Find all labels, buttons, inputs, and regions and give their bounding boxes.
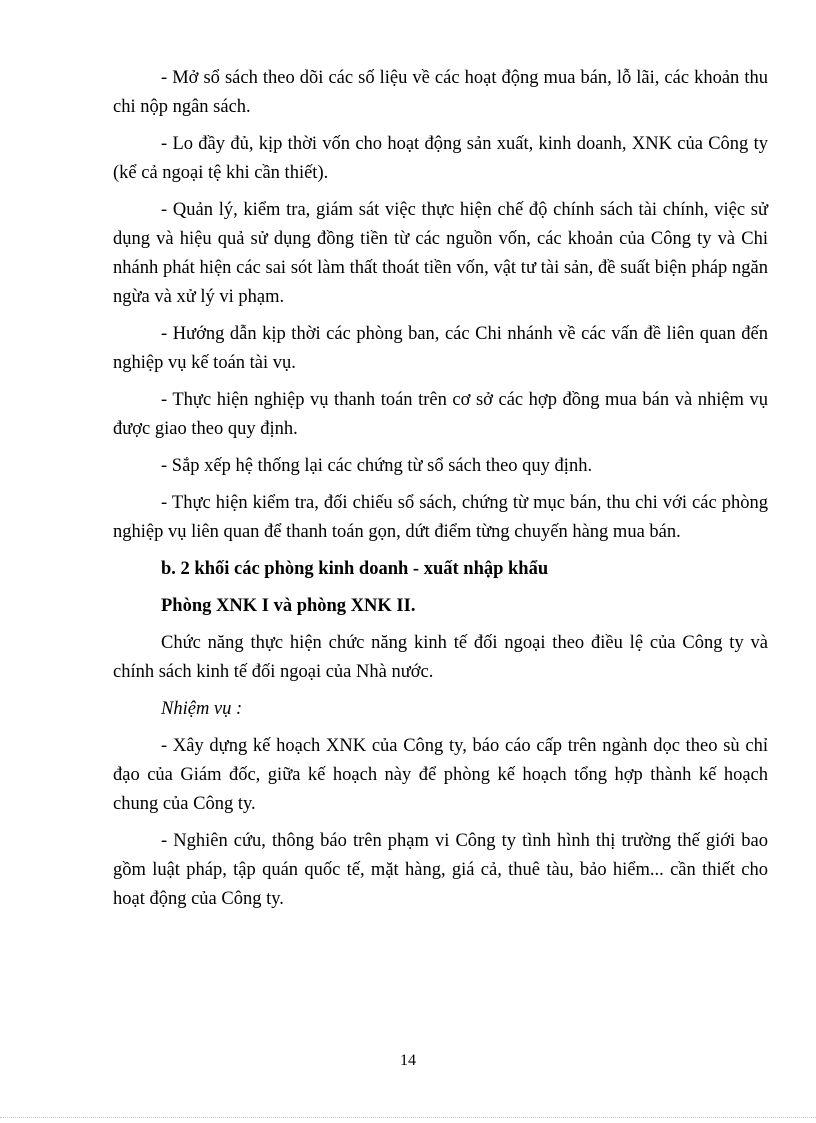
paragraph-capital-supply: - Lo đầy đủ, kịp thời vốn cho hoạt động sản xuất, kinh doanh, XNK của Công ty (kể cả ngoại tệ khi cần thiết). (113, 134, 768, 183)
duties-label: Nhiệm vụ : (161, 699, 243, 719)
paragraph-reconciliation: - Thực hiện kiểm tra, đối chiếu sổ sách, chứng từ mục bán, thu chi với các phòng nghiệp vụ liên quan để thanh toán gọn, dứt điểm từng chuyến hàng mua bán. (113, 493, 768, 542)
paragraph-duty-planning: - Xây dựng kế hoạch XNK của Công ty, báo cáo cấp trên ngành dọc theo sù chỉ đạo của Giám đốc, giữa kế hoạch này để phòng kế hoạch tổng hợp thành kế hoạch chung của Công ty. (113, 736, 768, 814)
paragraph-records: - Sắp xếp hệ thống lại các chứng từ sổ sách theo quy định. (161, 456, 593, 476)
paragraph-function: Chức năng thực hiện chức năng kinh tế đối ngoại theo điều lệ của Công ty và chính sách kinh tế đối ngoại của Nhà nước. (113, 633, 768, 682)
section-heading: b. 2 khối các phòng kinh doanh - xuất nhập khẩu (161, 559, 549, 579)
document-body (113, 64, 768, 922)
paragraph-bookkeeping: - Mở sổ sách theo dõi các số liệu về các hoạt động mua bán, lỗ lãi, các khoản thu chi nộp ngân sách. (113, 68, 768, 117)
subsection-heading: Phòng XNK I và phòng XNK II. (161, 596, 416, 616)
paragraph-duty-research: - Nghiên cứu, thông báo trên phạm vi Công ty tình hình thị trường thế giới bao gồm luật pháp, tập quán quốc tế, mặt hàng, giá cả, thuê tàu, bảo hiểm... cần thiết cho hoạt động của Công ty. (113, 831, 768, 909)
page-number: 14 (400, 1052, 416, 1069)
paragraph-financial-oversight: - Quản lý, kiểm tra, giám sát việc thực hiện chế độ chính sách tài chính, việc sử dụng và hiệu quả sử dụng đồng tiền từ các nguồn vốn, các khoản của Công ty và Chi nhánh phát hiện các sai sót làm thất thoát tiền vốn, vật tư tài sản, đề suất biện pháp ngăn ngừa và xử lý vi phạm. (113, 200, 768, 307)
page-bottom-divider (0, 1117, 816, 1118)
paragraph-guidance: - Hướng dẫn kịp thời các phòng ban, các Chi nhánh về các vấn đề liên quan đến nghiệp vụ kế toán tài vụ. (113, 324, 768, 373)
paragraph-payments: - Thực hiện nghiệp vụ thanh toán trên cơ sở các hợp đồng mua bán và nhiệm vụ được giao theo quy định. (113, 390, 768, 439)
